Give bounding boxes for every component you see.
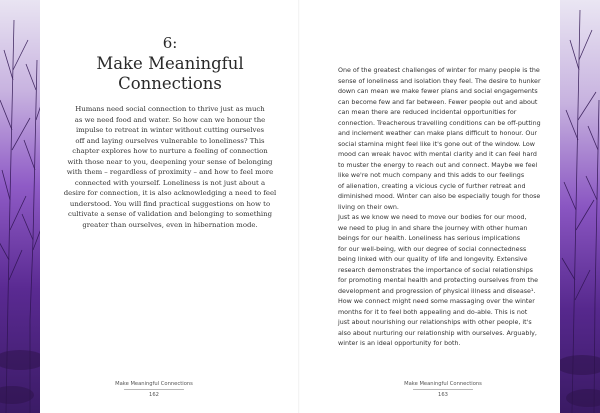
text-line: sense of loneliness and isolation they feel. The desire to hunker: [338, 77, 541, 85]
text-line: One of the greatest challenges of winter for many people is the: [338, 67, 540, 74]
text-line: we need to plug in and share the journey with other human: [338, 224, 528, 232]
intro-line: off and laying ourselves vulnerable to loneliness? This: [75, 136, 265, 145]
text-line: can become few and far between. Fewer people out and about: [338, 98, 538, 106]
winter-trees-image: [0, 0, 40, 413]
text-line: development and progression of physical illness and disease¹.: [338, 287, 536, 295]
left-decorative-photo: [0, 0, 40, 413]
intro-line: greater than ourselves, even in hibernation mode.: [82, 220, 258, 229]
text-line: mood can wreak havoc with mental clarity and it can feel hard: [338, 151, 537, 158]
text-line: beings for our health. Loneliness has serious implications: [338, 235, 521, 242]
chapter-intro: [50, 104, 290, 230]
intro-line: understood. You will find practical suggestions on how to: [69, 199, 271, 208]
text-line: and inclement weather can make plans difficult to honour. Our: [338, 130, 537, 137]
chapter-title-line: Connections: [118, 74, 222, 93]
right-page: [300, 0, 560, 413]
text-line: How we connect might need some massaging over the winter: [338, 298, 535, 305]
text-line: social stamina might feel like it's gone out of the window. Low: [338, 140, 535, 148]
text-line: like we're not much company and this adds to our feelings: [338, 172, 525, 179]
text-line: can mean there are reduced incidental opportunities for: [338, 109, 517, 116]
intro-line: connected with yourself. Loneliness is not just about a: [74, 178, 266, 187]
text-line: also about nurturing our relationship with ourselves. Arguably,: [338, 329, 537, 337]
body-paragraph: [338, 66, 548, 213]
chapter-title: [40, 54, 300, 94]
intro-line: with those near to you, deepening your sense of belonging: [67, 157, 273, 166]
text-line: being linked with our quality of life and longevity. Extensive: [338, 256, 528, 263]
text-line: diminished mood. Winter can also be especially tough for those: [338, 193, 541, 200]
chapter-title-line: Make Meaningful: [96, 54, 244, 73]
body-paragraph: [338, 213, 548, 350]
intro-line: Humans need social connection to thrive just as much: [75, 105, 265, 113]
running-footer-title: Make Meaningful Connections: [404, 381, 482, 387]
text-line: down can mean we make fewer plans and social engagements: [338, 88, 538, 95]
winter-trees-image: [560, 0, 600, 413]
intro-line: impulse to retreat in winter without cutting ourselves: [75, 126, 265, 134]
page-number: 163: [438, 392, 448, 398]
text-line: just about nourishing our relationships with other people, it's: [338, 319, 532, 326]
chapter-number: 6:: [162, 34, 178, 52]
text-line: research demonstrates the importance of social relationships: [338, 266, 533, 274]
text-line: to muster the energy to reach out and connect. Maybe we feel: [338, 161, 538, 169]
intro-line: chapter explores how to nurture a feeling of connection: [72, 147, 268, 155]
right-decorative-photo: [560, 0, 600, 413]
running-footer-title: Make Meaningful Connections: [115, 381, 193, 387]
text-line: months for it to feel both appealing and do-able. This is not: [338, 308, 528, 316]
intro-line: with them – regardless of proximity – and how to feel more: [66, 168, 274, 176]
left-page: [40, 0, 300, 413]
intro-line: as we need food and water. So how can we honour the: [74, 115, 266, 124]
text-line: living on their own.: [338, 203, 399, 211]
text-line: of alienation, creating a vicious cycle of further retreat and: [338, 182, 526, 190]
text-line: connection. Treacherous travelling conditions can be off-putting: [338, 119, 541, 127]
text-line: Just as we know we need to move our bodies for our mood,: [338, 214, 527, 221]
page-number: 162: [149, 392, 159, 398]
footer-divider: [413, 389, 473, 390]
intro-line: cultivate a sense of validation and belonging to something: [68, 210, 272, 218]
text-line: winter is an ideal opportunity for both.: [338, 340, 461, 347]
text-line: for promoting mental health and protecting ourselves from the: [338, 277, 539, 284]
intro-line: desire for connection, it is also acknowledging a need to feel: [63, 189, 277, 197]
footer-divider: [124, 389, 184, 390]
text-line: for our well-being, with our degree of social connectedness: [338, 245, 527, 253]
